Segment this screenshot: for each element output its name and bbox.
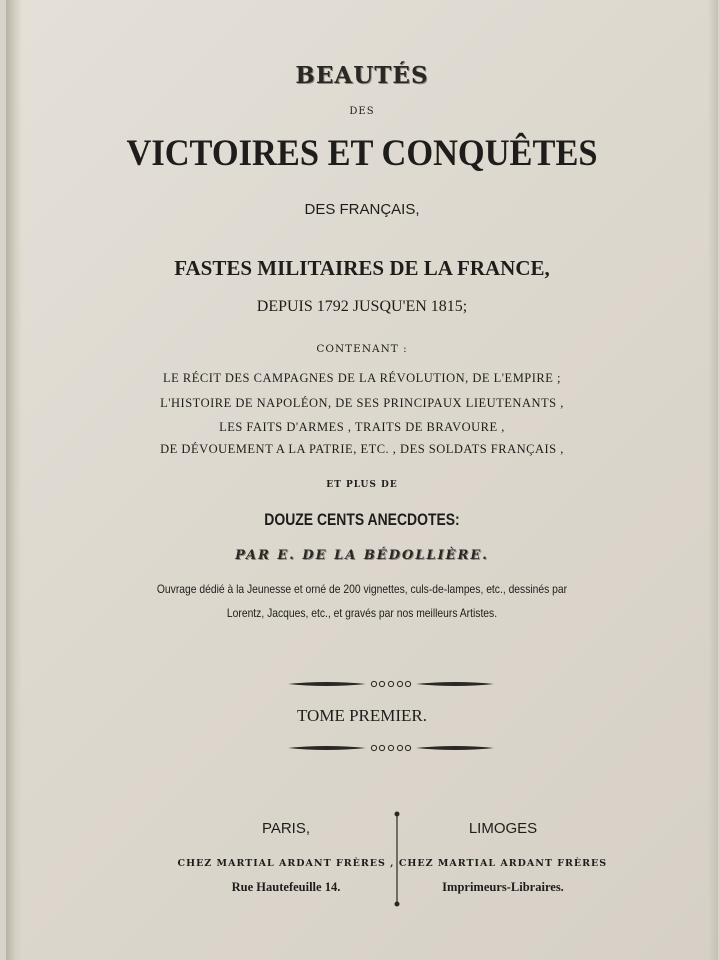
- heading-des: DES: [349, 106, 375, 117]
- contents-line: LES FAITS D'ARMES , TRAITS DE BRAVOURE ,: [219, 420, 505, 434]
- dedication-line-2: Lorentz, Jacques, etc., et gravés par nos meilleurs Artistes.: [226, 606, 498, 620]
- volume-label: TOME PREMIER.: [296, 706, 428, 725]
- contents-line: L'HISTOIRE DE NAPOLÉON, DE SES PRINCIPAUX LIEUTENANTS ,: [160, 396, 564, 410]
- imprint-publisher-paris: CHEZ MARTIAL ARDANT FRÈRES ,: [177, 858, 395, 869]
- imprint-address-paris: Rue Hautefeuille 14.: [231, 880, 341, 894]
- dedication-line-1: Ouvrage dédié à la Jeunesse et orné de 200 vignettes, culs-de-lampes, etc., dessinés par: [156, 582, 568, 596]
- subtitle-fastes: FASTES MILITAIRES DE LA FRANCE,: [174, 256, 550, 280]
- subtitle-des-francais: DES FRANÇAIS,: [304, 201, 420, 218]
- contents-line: LE RÉCIT DES CAMPAGNES DE LA RÉVOLUTION, DE L'EMPIRE ;: [162, 371, 561, 385]
- imprint-city-paris: PARIS,: [261, 820, 311, 837]
- imprint-city-limoges: LIMOGES: [468, 820, 538, 837]
- et-plus-de: ET PLUS DE: [326, 480, 398, 490]
- ornament-rule-top: [286, 678, 496, 690]
- ornament-rule-bottom: [286, 742, 496, 754]
- anecdotes-heading: DOUZE CENTS ANECDOTES:: [264, 510, 460, 529]
- main-title: VICTOIRES ET CONQUÊTES: [126, 133, 598, 174]
- heading-beautes: BEAUTÉS: [295, 62, 429, 89]
- imprint-publisher-limoges: CHEZ MARTIAL ARDANT FRÈRES: [398, 858, 608, 869]
- title-page: [6, 0, 718, 960]
- imprint-role-limoges: Imprimeurs-Libraires.: [442, 880, 564, 894]
- author-line: PAR E. DE LA BÉDOLLIÈRE.: [235, 548, 489, 563]
- contents-line: DE DÉVOUEMENT A LA PATRIE, ETC. , DES SOLDATS FRANÇAIS ,: [160, 442, 564, 456]
- subtitle-dates: DEPUIS 1792 JUSQU'EN 1815;: [256, 298, 468, 315]
- contenant-label: CONTENANT :: [316, 343, 408, 355]
